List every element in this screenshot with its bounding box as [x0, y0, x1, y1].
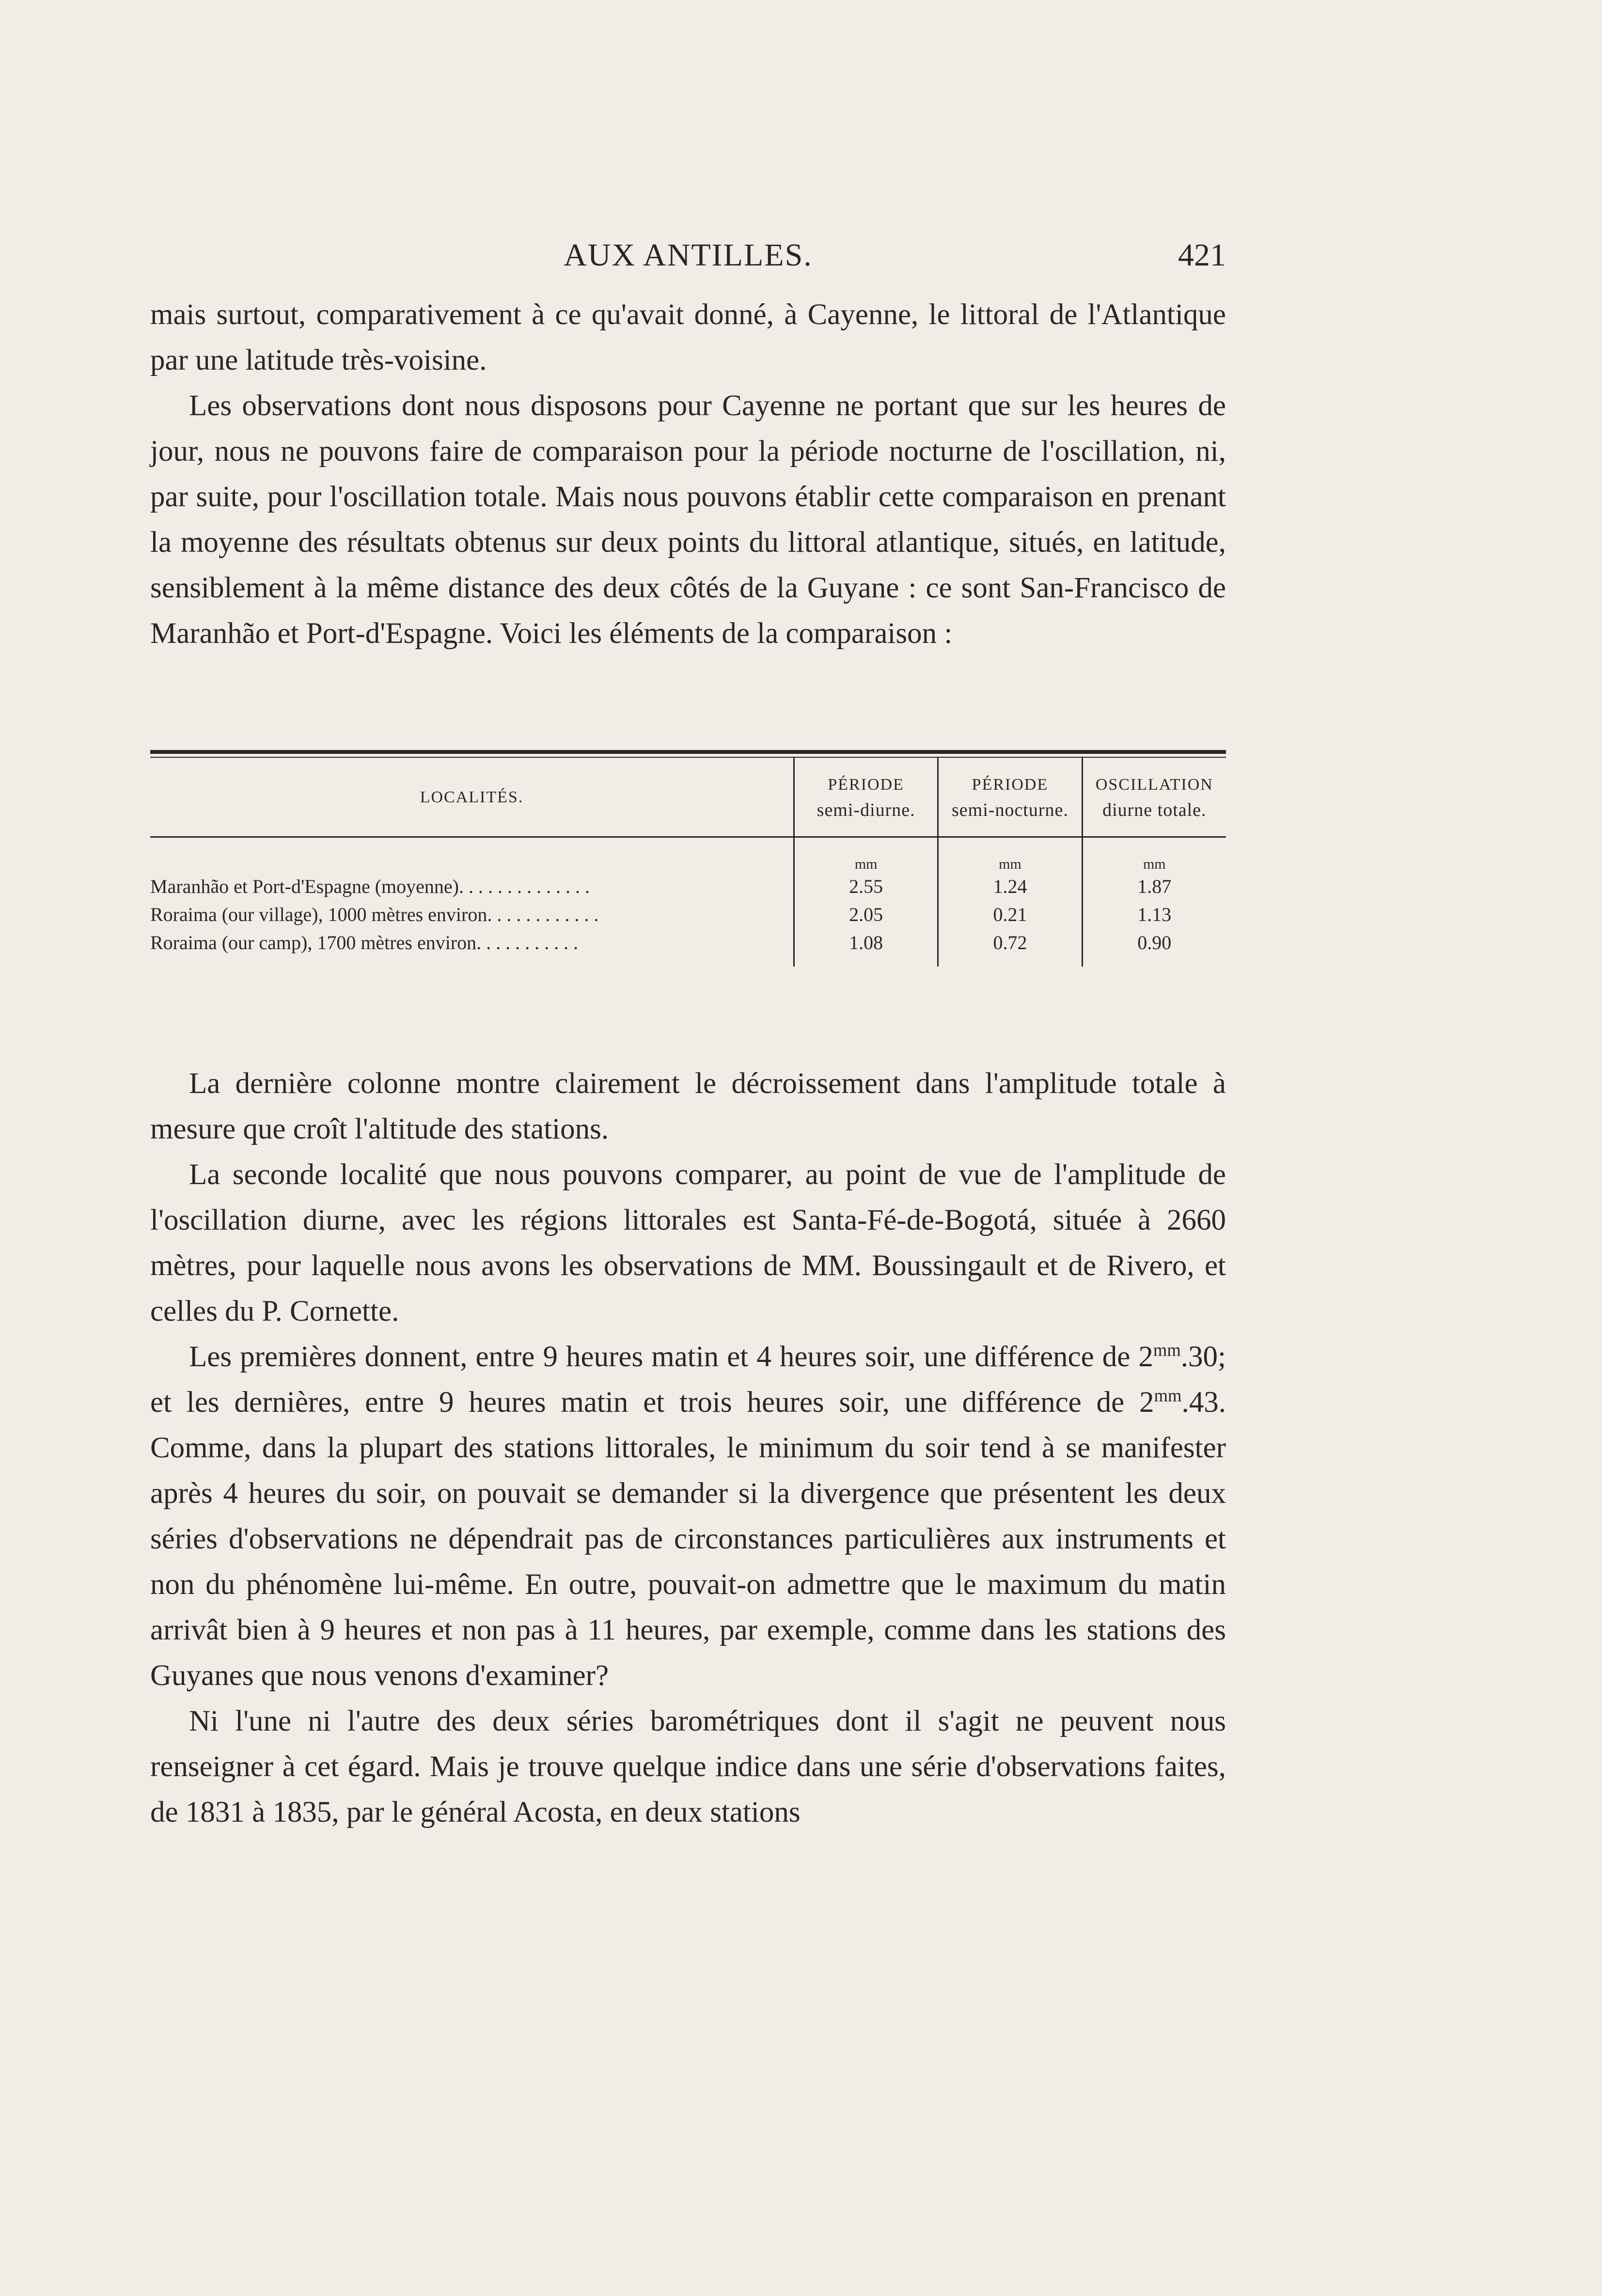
running-title: AUX ANTILLES.	[564, 237, 813, 273]
header-semi-nocturne-sub: semi-nocturne.	[952, 800, 1068, 820]
header-semi-diurne	[794, 758, 938, 837]
header-totale-title: OSCILLATION	[1095, 776, 1213, 794]
header-semi-nocturne	[938, 758, 1082, 837]
unit-label: mm	[938, 837, 1082, 873]
paragraph: Ni l'une ni l'autre des deux séries barométriques dont il s'agit ne peuvent nous renseigner à cet égard. Mais je trouve quelque indice dans une série d'observations faites, de 1831 à 1835, par le général Acosta, en deux stations	[150, 1705, 1226, 1828]
units-row	[150, 837, 1226, 873]
table-row	[150, 873, 1226, 901]
page-header	[150, 234, 1226, 277]
paragraph: mais surtout, comparativement à ce qu'avait donné, à Cayenne, le littoral de l'Atlantique par une latitude très-voisine.	[150, 298, 1226, 376]
data-table	[150, 750, 1226, 1021]
paragraph: La seconde localité que nous pouvons comparer, au point de vue de l'amplitude de l'oscillation diurne, avec les régions littorales est Santa-Fé-de-Bogotá, située à 2660 mètres, pour laquelle nous avons les observations de MM. Boussingault et de Rivero, et celles du P. Cornette.	[150, 1158, 1226, 1328]
unit-superscript: mm	[1153, 1340, 1181, 1360]
header-totale	[1082, 758, 1226, 837]
table-row	[150, 901, 1226, 929]
totale-cell: 1.13	[1082, 901, 1226, 929]
semi-diurne-cell: 2.55	[794, 873, 938, 901]
paragraph: Les observations dont nous disposons pour Cayenne ne portant que sur les heures de jour, nous ne pouvons faire de comparaison pour la période nocturne de l'oscillation, ni, par suite, pour l'oscillation totale. Mais nous pouvons établir cette comparaison en prenant la moyenne des résultats obtenus sur deux points du littoral atlantique, situés, en latitude, sensiblement à la même distance des deux côtés de la Guyane : ce sont San-Francisco de Maranhão et Port-d'Espagne. Voici les éléments de la comparaison :	[150, 390, 1226, 650]
totale-cell: 0.90	[1082, 929, 1226, 967]
semi-diurne-cell: 1.08	[794, 929, 938, 967]
place-cell: Roraima (our village), 1000 mètres environ. . . . . . . . . . . .	[150, 904, 599, 925]
place-cell: Roraima (our camp), 1700 mètres environ. . . . . . . . . . .	[150, 932, 579, 953]
paragraph-part: Les premières donnent, entre 9 heures matin et 4 heures soir, une différence de 2	[189, 1341, 1153, 1373]
table-row	[150, 929, 1226, 967]
header-localites: LOCALITÉS.	[420, 788, 524, 806]
semi-nocturne-cell: 1.24	[938, 873, 1082, 901]
paragraph: La dernière colonne montre clairement le décroissement dans l'amplitude totale à mesure que croît l'altitude des stations.	[150, 1067, 1226, 1145]
header-semi-diurne-sub: semi-diurne.	[817, 800, 915, 820]
semi-nocturne-cell: 0.21	[938, 901, 1082, 929]
paragraph-part: .30; et les dernières, entre 9 heures matin et trois heures soir, une différence de 2	[150, 1341, 1226, 1419]
header-semi-diurne-title: PÉRIODE	[828, 776, 904, 794]
paragraph	[150, 1334, 1226, 1699]
paragraph-part: .43. Comme, dans la plupart des stations littorales, le minimum du soir tend à se manifester après 4 heures du soir, on pouvait se demander si la divergence que présentent les deux séries d'observations ne dépendrait pas de circonstances particulières aux instruments et non du phénomène lui-même. En outre, pouvait-on admettre que le maximum du matin arrivât bien à 9 heures et non pas à 11 heures, par exemple, comme dans les stations des Guyanes que nous venons d'examiner?	[150, 1386, 1226, 1692]
semi-diurne-cell: 2.05	[794, 901, 938, 929]
unit-superscript: mm	[1154, 1385, 1182, 1406]
page-number: 421	[1178, 237, 1226, 273]
header-totale-sub: diurne totale.	[1102, 800, 1207, 820]
place-cell: Maranhão et Port-d'Espagne (moyenne). . . . . . . . . . . . . .	[150, 875, 590, 897]
semi-nocturne-cell: 0.72	[938, 929, 1082, 967]
unit-label: mm	[1082, 837, 1226, 873]
totale-cell: 1.87	[1082, 873, 1226, 901]
table-header-row	[150, 758, 1226, 837]
unit-label: mm	[794, 837, 938, 873]
text-block-top	[150, 292, 1226, 656]
text-block-bottom	[150, 1061, 1226, 1835]
table-top-rule	[150, 750, 1226, 754]
header-semi-nocturne-title: PÉRIODE	[972, 776, 1049, 794]
